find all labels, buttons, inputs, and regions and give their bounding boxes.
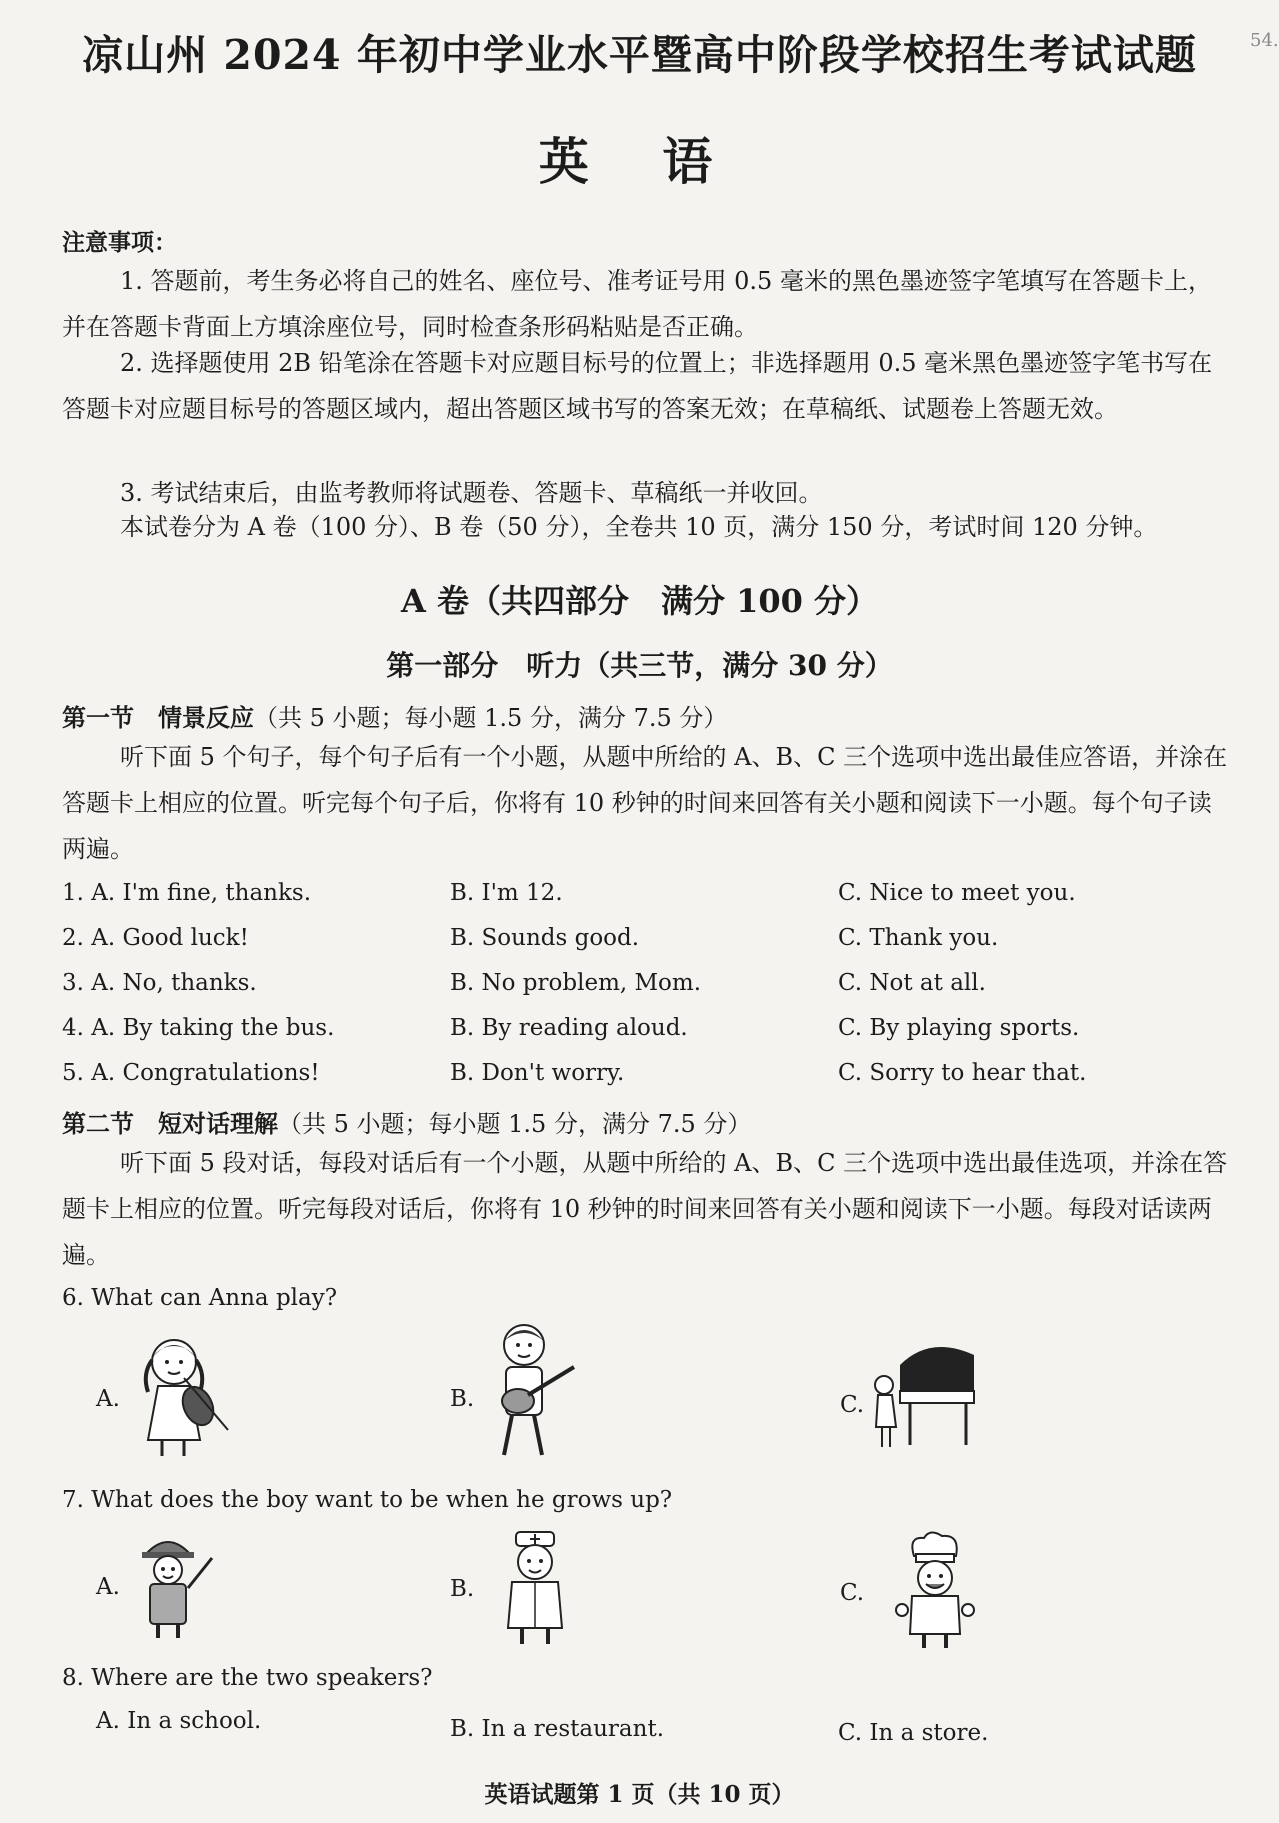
q7-label-c: C. [840, 1580, 865, 1606]
q6-label-a: A. [96, 1386, 120, 1412]
q8-option-b: B. In a restaurant. [450, 1716, 665, 1742]
q4-option-a: 4. A. By taking the bus. [62, 1015, 335, 1041]
section2-instructions: 听下面 5 段对话，每段对话后有一个小题，从题中所给的 A、B、C 三个选项中选出最佳选项，并涂在答题卡上相应的位置。听完每段对话后，你将有 10 秒钟的时间来回答有关小题和阅读下一小题。每段对话读两遍。 [62, 1149, 1228, 1269]
q2-option-a: 2. A. Good luck! [62, 925, 249, 951]
notice-heading: 注意事项： [62, 229, 177, 256]
girl-piano-picture [870, 1335, 980, 1455]
question-row-1 [62, 880, 1234, 920]
notice-summary: 本试卷分为 A 卷（100 分）、B 卷（50 分），全卷共 10 页，满分 150 分，考试时间 120 分钟。 [120, 513, 1158, 541]
margin-question-number: 54. [1250, 30, 1279, 51]
subject-title: 英 语 [538, 132, 741, 191]
chef-picture [890, 1530, 980, 1650]
q8-text: 8. Where are the two speakers? [62, 1665, 433, 1691]
girl-violin-picture [128, 1330, 238, 1460]
part1-title: 第一部分 听力（共三节，满分 30 分） [386, 649, 893, 682]
q6-label-b: B. [450, 1386, 475, 1412]
q8-option-a: A. In a school. [96, 1708, 262, 1734]
section1-instructions: 听下面 5 个句子，每个句子后有一个小题，从题中所给的 A、B、C 三个选项中选出最佳应答语，并涂在答题卡上相应的位置。听完每个句子后，你将有 10 秒钟的时间来回答有关小题和阅读下一小题。每个句子读两遍。 [62, 743, 1228, 863]
notice-item-3: 3. 考试结束后，由监考教师将试题卷、答题卡、草稿纸一并收回。 [120, 479, 823, 507]
q1-option-b: B. I'm 12. [450, 880, 563, 906]
notice-item-1: 1. 答题前，考生务必将自己的姓名、座位号、准考证号用 0.5 毫米的黑色墨迹签字笔填写在答题卡上，并在答题卡背面上方填涂座位号，同时检查条形码粘贴是否正确。 [62, 267, 1212, 341]
section1-heading [62, 698, 727, 733]
q5-option-b: B. Don't worry. [450, 1060, 625, 1086]
section-a-title: A 卷（共四部分 满分 100 分） [400, 582, 879, 620]
q1-option-a: 1. A. I'm fine, thanks. [62, 880, 312, 906]
q3-option-b: B. No problem, Mom. [450, 970, 702, 996]
q7-label-b: B. [450, 1576, 475, 1602]
question-row-2 [62, 925, 1234, 965]
question-row-3 [62, 970, 1234, 1010]
page-footer: 英语试题第 1 页（共 10 页） [484, 1781, 795, 1808]
q3-option-a: 3. A. No, thanks. [62, 970, 257, 996]
section1-scoring: （共 5 小题；每小题 1.5 分，满分 7.5 分） [254, 704, 728, 732]
q5-option-a: 5. A. Congratulations! [62, 1060, 320, 1086]
construction-worker-picture [128, 1528, 218, 1640]
q7-label-a: A. [96, 1574, 120, 1600]
q6-text: 6. What can Anna play? [62, 1285, 338, 1311]
q7-text: 7. What does the boy want to be when he grows up? [62, 1487, 673, 1513]
q6-label-c: C. [840, 1392, 865, 1418]
q4-option-b: B. By reading aloud. [450, 1015, 688, 1041]
q5-option-c: C. Sorry to hear that. [838, 1060, 1087, 1086]
section2-scoring: （共 5 小题；每小题 1.5 分，满分 7.5 分） [278, 1110, 752, 1138]
question-row-5 [62, 1060, 1234, 1100]
doctor-picture [490, 1528, 580, 1648]
boy-guitar-picture [478, 1315, 578, 1465]
q8-option-c: C. In a store. [838, 1720, 989, 1746]
q4-option-c: C. By playing sports. [838, 1015, 1080, 1041]
notice-item-2: 2. 选择题使用 2B 铅笔涂在答题卡对应题目标号的位置上；非选择题用 0.5 毫米黑色墨迹签字笔书写在答题卡对应题目标号的答题区域内，超出答题区域书写的答案无效；在草稿纸、试题卷上答题无效。 [62, 349, 1213, 423]
q2-option-c: C. Thank you. [838, 925, 999, 951]
section1-heading-label: 第一节 情景反应 [62, 703, 254, 732]
q3-option-c: C. Not at all. [838, 970, 986, 996]
question-row-4 [62, 1015, 1234, 1055]
exam-title: 凉山州 2024 年初中学业水平暨高中阶段学校招生考试试题 [82, 31, 1197, 79]
q2-option-b: B. Sounds good. [450, 925, 640, 951]
q8-options [96, 1708, 1268, 1748]
section2-heading [62, 1104, 751, 1139]
section2-heading-label: 第二节 短对话理解 [62, 1109, 278, 1138]
q1-option-c: C. Nice to meet you. [838, 880, 1076, 906]
